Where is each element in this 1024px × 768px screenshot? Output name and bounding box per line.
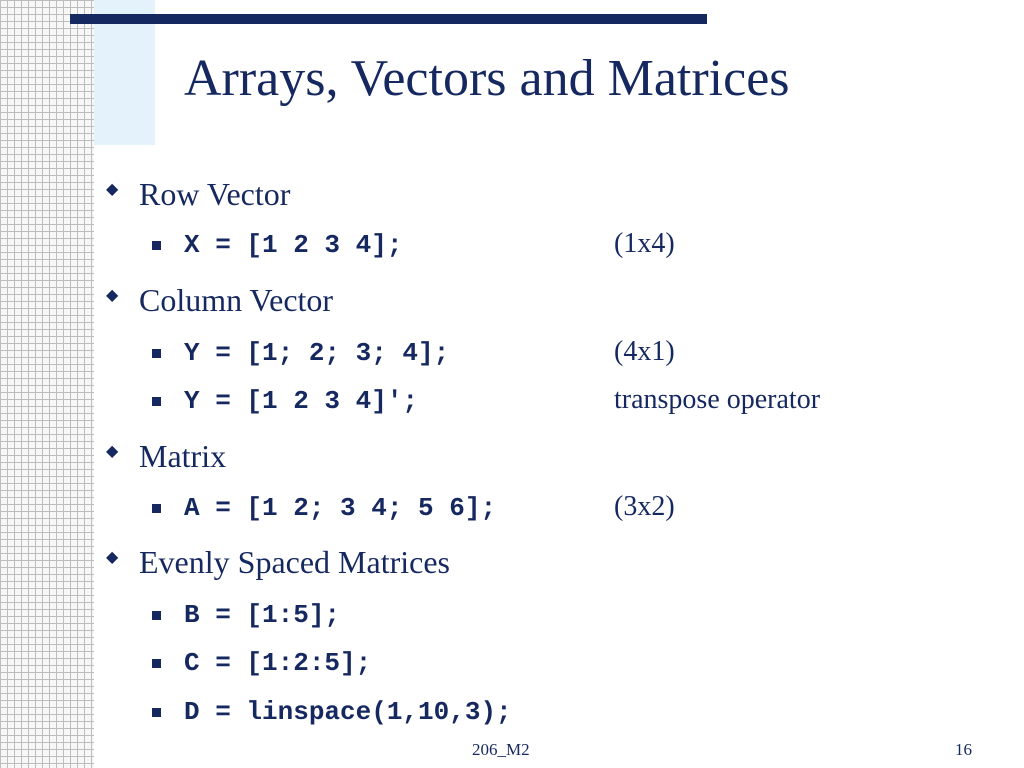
- sub-bullet: [152, 227, 912, 261]
- code-text: C = [1:2:5];: [184, 648, 372, 678]
- note-text: transpose operator: [614, 384, 821, 415]
- code-text: Y = [1; 2; 3; 4];: [184, 338, 450, 368]
- sub-bullet: [152, 694, 912, 728]
- square-bullet-icon: [152, 241, 161, 250]
- diamond-bullet-icon: ◆: [106, 547, 119, 566]
- square-bullet-icon: [152, 504, 161, 513]
- page-number: 16: [955, 740, 972, 759]
- diamond-bullet-icon: ◆: [106, 285, 119, 304]
- note-text: (1x4): [614, 228, 675, 259]
- sub-bullet: [152, 645, 912, 679]
- footer-label: 206_M2: [472, 740, 530, 759]
- sub-bullet: [152, 335, 912, 369]
- code-text: B = [1:5];: [184, 600, 341, 630]
- note-text: (4x1): [614, 336, 675, 367]
- sub-bullet: [152, 597, 912, 631]
- code-text: A = [1 2; 3 4; 5 6];: [184, 493, 497, 523]
- slide-title: Arrays, Vectors and Matrices: [184, 50, 790, 107]
- note-text: (3x2): [614, 491, 675, 522]
- square-bullet-icon: [152, 397, 161, 406]
- sub-bullet: [152, 490, 912, 524]
- square-bullet-icon: [152, 349, 161, 358]
- bullet-text: Column Vector: [139, 282, 334, 318]
- bullet-text: Matrix: [139, 438, 227, 474]
- code-text: D = linspace(1,10,3);: [184, 697, 512, 727]
- diamond-bullet-icon: ◆: [106, 179, 119, 198]
- diamond-bullet-icon: ◆: [106, 441, 119, 460]
- sub-bullet: [152, 383, 912, 417]
- square-bullet-icon: [152, 708, 161, 717]
- square-bullet-icon: [152, 611, 161, 620]
- code-text: Y = [1 2 3 4]';: [184, 386, 419, 416]
- square-bullet-icon: [152, 659, 161, 668]
- code-text: X = [1 2 3 4];: [184, 230, 403, 260]
- bullet-text: Row Vector: [139, 176, 291, 212]
- bullet-text: Evenly Spaced Matrices: [139, 544, 450, 580]
